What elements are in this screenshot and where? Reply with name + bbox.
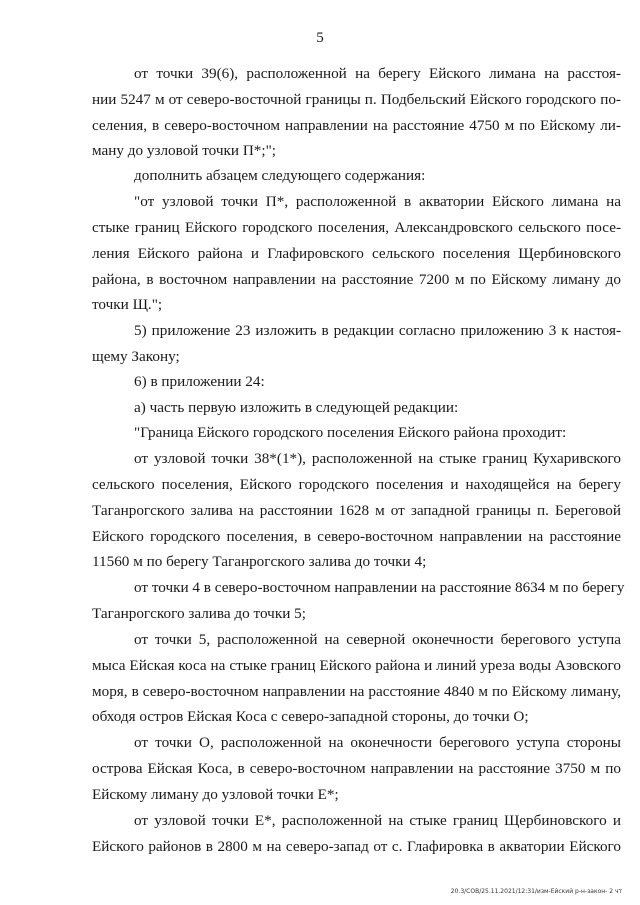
footer-code: 20.3/СОВ/25.11.2021/12:31/изм-Ейский р-н-закон- 2 чт (450, 888, 622, 895)
text-line: Ейского городского поселения, в северо-восточном направлении на расстояние (92, 528, 621, 545)
text-line: района, в восточном направлении на расстояние 7200 м по Ейскому лиману до (92, 271, 621, 288)
text-line: обходя остров Ейская Коса с северо-западной стороны, до точки О; (92, 708, 529, 725)
text-line: Таганрогского залива на расстоянии 1628 м от западной границы п. Береговой (92, 502, 621, 519)
text-line: стыке границ Ейского городского поселения, Александровского сельского посе- (92, 219, 621, 236)
text-line: мыса Ейская коса на стыке границ Ейского района и линий уреза воды Азовского (92, 657, 621, 674)
text-line: "Граница Ейского городского поселения Ейского района проходит: (134, 424, 567, 441)
text-line: щему Закону; (92, 348, 180, 365)
text-line: а) часть первую изложить в следующей редакции: (134, 399, 459, 416)
text-line: моря, в северо-восточном направлении на расстояние 4840 м по Ейскому лиману, (92, 683, 621, 700)
text-line: от точки О, расположенной на оконечности берегового уступа стороны (134, 734, 621, 751)
text-line: ману до узловой точки П*;"; (92, 142, 277, 159)
text-line: Ейского районов в 2800 м на северо-запад от с. Глафировка в акватории Ейского (92, 838, 621, 855)
text-line: от точки 4 в северо-восточном направлении на расстояние 8634 м по берегу (134, 579, 625, 596)
text-line: 5) приложение 23 изложить в редакции согласно приложению 3 к настоя- (134, 322, 621, 339)
text-line: нии 5247 м от северо-восточной границы п. Подбельский Ейского городского по- (92, 91, 621, 108)
text-line: от узловой точки 38*(1*), расположенной на стыке границ Кухаривского (134, 450, 621, 467)
text-line: Ейскому лиману до узловой точки Е*; (92, 786, 339, 803)
text-line: селения, в северо-восточном направлении на расстояние 4750 м по Ейскому ли- (92, 117, 621, 134)
text-line: острова Ейская Коса, в северо-восточном направлении на расстояние 3750 м по (92, 760, 621, 777)
text-line: 11560 м по берегу Таганрогского залива до точки 4; (92, 553, 427, 570)
page-number: 5 (316, 30, 324, 46)
text-line: ления Ейского района и Глафировского сельского поселения Щербиновского (92, 245, 621, 262)
text-line: дополнить абзацем следующего содержания: (134, 167, 426, 184)
text-line: "от узловой точки П*, расположенной в акватории Ейского лимана на (134, 193, 621, 210)
text-line: сельского поселения, Ейского городского поселения и находящейся на берегу (92, 476, 621, 493)
text-line: 6) в приложении 24: (134, 373, 265, 390)
text-line: от узловой точки Е*, расположенной на стыке границ Щербиновского и (134, 812, 621, 829)
text-line: точки Щ."; (92, 296, 163, 313)
text-line: от точки 39(6), расположенной на берегу Ейского лимана на расстоя- (134, 65, 621, 82)
text-line: от точки 5, расположенной на северной оконечности берегового уступа (134, 631, 621, 648)
text-line: Таганрогского залива до точки 5; (92, 605, 306, 622)
